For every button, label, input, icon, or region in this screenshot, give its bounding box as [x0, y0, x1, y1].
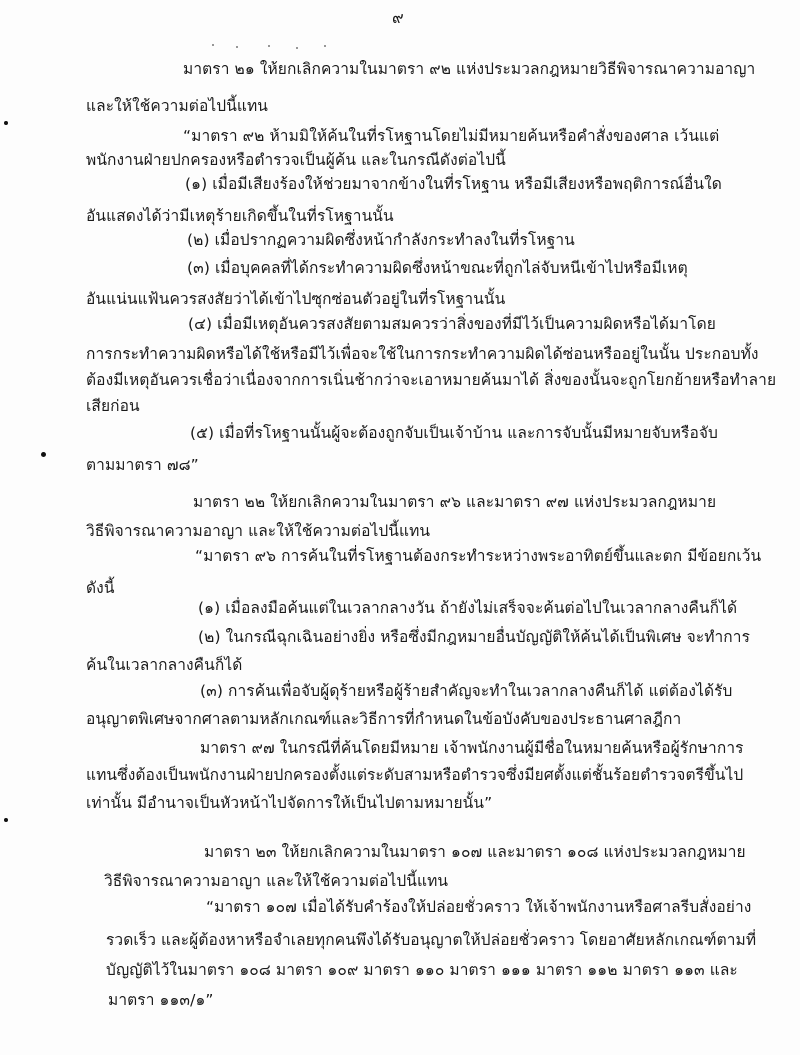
text-line: ต้องมีเหตุอันควรเชื่อว่าเนื่องจากการเนิ่นช้ากว่าจะเอาหมายค้นมาได้ สิ่งของนั้นจะถูกโยกย้ายหรือทำลาย: [86, 371, 777, 389]
text-line: “มาตรา ๑๐๗ เมื่อได้รับคำร้องให้ปล่อยชั่วคราว ให้เจ้าพนักงานหรือศาลรีบสั่งอย่าง: [206, 898, 752, 916]
text-line: มาตรา ๙๗ ในกรณีที่ค้นโดยมีหมาย เจ้าพนักงานผู้มีชื่อในหมายค้นหรือผู้รักษาการ: [200, 739, 744, 757]
text-line: (๕) เมื่อที่รโหฐานนั้นผู้จะต้องถูกจับเป็นเจ้าบ้าน และการจับนั้นมีหมายจับหรือจับ: [190, 424, 718, 442]
scan-speck: [268, 45, 270, 47]
text-line: (๑) เมื่อมีเสียงร้องให้ช่วยมาจากข้างในที่รโหฐาน หรือมีเสียงหรือพฤติการณ์อื่นใด: [185, 175, 722, 193]
text-line: ตามมาตรา ๗๘”: [86, 456, 199, 474]
text-line: เสียก่อน: [86, 397, 140, 415]
text-line: และให้ใช้ความต่อไปนี้แทน: [86, 97, 268, 115]
text-line: อนุญาตพิเศษจากศาลตามหลักเกณฑ์และวิธีการที่กำหนดในข้อบังคับของประธานศาลฎีกา: [86, 710, 682, 728]
scan-speck: [324, 45, 326, 47]
page-number: ๙: [392, 8, 404, 27]
section-21-heading: มาตรา ๒๑ ให้ยกเลิกความในมาตรา ๙๒ แห่งประมวลกฎหมายวิธีพิจารณาความอาญา: [183, 60, 756, 78]
text-line: “มาตรา ๙๖ การค้นในที่รโหฐานต้องกระทำระหว่างพระอาทิตย์ขึ้นและตก มีข้อยกเว้น: [195, 547, 762, 565]
text-line: ค้นในเวลากลางคืนก็ได้: [86, 656, 243, 674]
margin-mark: [41, 452, 46, 457]
text-line: มาตรา ๑๑๓/๑”: [108, 991, 214, 1009]
text-line: (๑) เมื่อลงมือค้นแต่ในเวลากลางวัน ถ้ายังไม่เสร็จจะค้นต่อไปในเวลากลางคืนก็ได้: [198, 599, 738, 617]
text-line: (๔) เมื่อมีเหตุอันควรสงสัยตามสมควรว่าสิ่งของที่มีไว้เป็นความผิดหรือได้มาโดย: [188, 315, 716, 333]
section-23-heading: มาตรา ๒๓ ให้ยกเลิกความในมาตรา ๑๐๗ และมาตรา ๑๐๘ แห่งประมวลกฎหมาย: [204, 843, 746, 861]
text-line: ดังนี้: [86, 579, 115, 597]
text-line: เท่านั้น มีอำนาจเป็นหัวหน้าไปจัดการให้เป็นไปตามหมายนั้น”: [86, 794, 493, 812]
text-line: “มาตรา ๙๒ ห้ามมิให้ค้นในที่รโหฐานโดยไม่มีหมายค้นหรือคำสั่งของศาล เว้นแต่: [183, 127, 720, 145]
text-line: วิธีพิจารณาความอาญา และให้ใช้ความต่อไปนี้แทน: [86, 522, 431, 540]
text-line: (๒) เมื่อปรากฏความผิดซึ่งหน้ากำลังกระทำลงในที่รโหฐาน: [187, 231, 575, 249]
text-line: แทนซึ่งต้องเป็นพนักงานฝ่ายปกครองตั้งแต่ระดับสามหรือตำรวจซึ่งมียศตั้งแต่ชั้นร้อยตำรวจตรีขึ้นไป: [86, 766, 744, 784]
text-line: (๒) ในกรณีฉุกเฉินอย่างยิ่ง หรือซึ่งมีกฎหมายอื่นบัญญัติให้ค้นได้เป็นพิเศษ จะทำการ: [198, 628, 751, 646]
scan-speck: [212, 44, 214, 46]
margin-mark: [4, 121, 8, 125]
text-line: อันแสดงได้ว่ามีเหตุร้ายเกิดขึ้นในที่รโหฐานนั้น: [86, 207, 394, 225]
section-22-heading: มาตรา ๒๒ ให้ยกเลิกความในมาตรา ๙๖ และมาตรา ๙๗ แห่งประมวลกฎหมาย: [193, 493, 717, 511]
text-line: (๓) เมื่อบุคคลที่ได้กระทำความผิดซึ่งหน้าขณะที่ถูกไล่จับหนีเข้าไปหรือมีเหตุ: [187, 259, 688, 277]
scan-speck: [236, 46, 238, 48]
text-line: บัญญัติไว้ในมาตรา ๑๐๘ มาตรา ๑๐๙ มาตรา ๑๑๐ มาตรา ๑๑๑ มาตรา ๑๑๒ มาตรา ๑๑๓ และ: [106, 961, 738, 979]
text-line: การกระทำความผิดหรือได้ใช้หรือมีไว้เพื่อจะใช้ในการกระทำความผิดได้ซ่อนหรืออยู่ในนั้น ประกอบทั้ง: [86, 345, 759, 363]
margin-mark: [4, 818, 8, 822]
scan-speck: [296, 47, 298, 49]
text-line: รวดเร็ว และผู้ต้องหาหรือจำเลยทุกคนพึงได้รับอนุญาตให้ปล่อยชั่วคราว โดยอาศัยหลักเกณฑ์ตามที่: [106, 931, 757, 949]
text-line: อันแน่นแฟ้นควรสงสัยว่าได้เข้าไปซุกซ่อนตัวอยู่ในที่รโหฐานนั้น: [86, 290, 506, 308]
text-line: วิธีพิจารณาความอาญา และให้ใช้ความต่อไปนี้แทน: [104, 872, 449, 890]
text-line: (๓) การค้นเพื่อจับผู้ดุร้ายหรือผู้ร้ายสำคัญจะทำในเวลากลางคืนก็ได้ แต่ต้องได้รับ: [200, 682, 733, 700]
text-line: พนักงานฝ่ายปกครองหรือตำรวจเป็นผู้ค้น และในกรณีดังต่อไปนี้: [86, 151, 506, 169]
